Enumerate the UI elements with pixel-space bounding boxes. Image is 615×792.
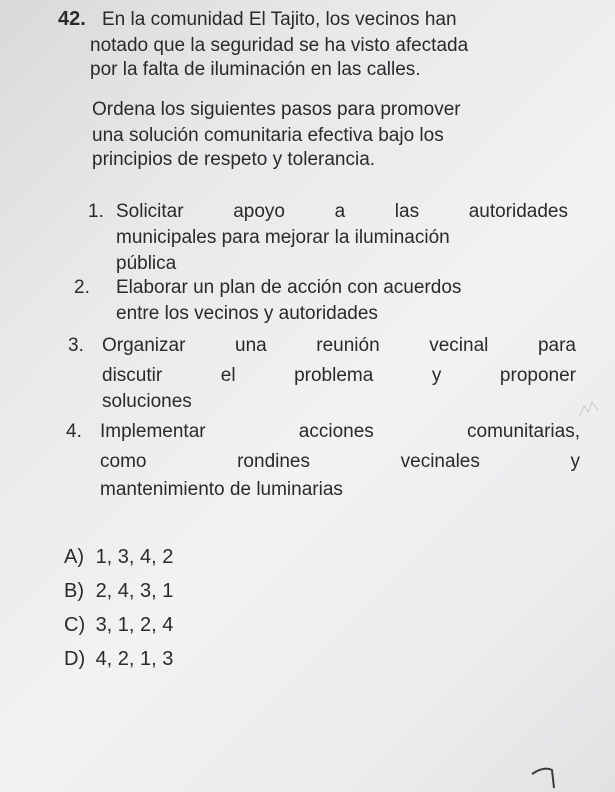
question-text-line: notado que la seguridad se ha visto afectada [90,35,469,56]
answer-option-b[interactable] [64,578,173,604]
option-text: 2, 4, 3, 1 [95,580,174,602]
pen-mark [530,760,570,790]
option-text: 4, 2, 1, 3 [95,648,174,670]
option-text: 1, 3, 4, 2 [95,546,174,568]
step-text-line: mantenimiento de luminarias [100,479,343,500]
answer-option-d[interactable] [64,646,173,672]
step-text-line: como rondines vecinales y [100,451,580,472]
step-text-line: municipales para mejorar la iluminación [116,227,450,248]
question-text-line: por la falta de iluminación en las calles. [90,59,421,80]
instruction-line: principios de respeto y tolerancia. [92,149,376,170]
answer-option-a[interactable] [64,544,173,570]
step-text-line: Solicitar apoyo a las autoridades [116,201,568,222]
step-text-line: entre los vecinos y autoridades [116,303,378,324]
option-letter: D) [64,648,86,670]
step-text-line: soluciones [102,391,192,412]
instruction-line: una solución comunitaria efectiva bajo los [92,125,444,146]
step-number: 2. [74,277,90,298]
step-text-line: Elaborar un plan de acción con acuerdos [116,277,462,298]
step-number: 1. [88,201,104,222]
step-text-line: pública [116,253,177,274]
question-number: 42. [58,8,86,30]
option-letter: A) [64,546,84,568]
question-text-line: En la comunidad El Tajito, los vecinos han [102,9,457,30]
option-letter: B) [64,580,84,602]
step-number: 3. [68,335,84,356]
instruction-line: Ordena los siguientes pasos para promover [92,99,461,120]
step-text-line: discutir el problema y proponer [102,365,576,386]
step-number: 4. [66,421,82,442]
option-text: 3, 1, 2, 4 [95,614,174,636]
answer-option-c[interactable] [64,612,173,638]
paper-speck [578,398,600,420]
option-letter: C) [64,614,86,636]
step-text-line: Organizar una reunión vecinal para [102,335,576,356]
step-text-line: Implementar acciones comunitarias, [100,421,580,442]
